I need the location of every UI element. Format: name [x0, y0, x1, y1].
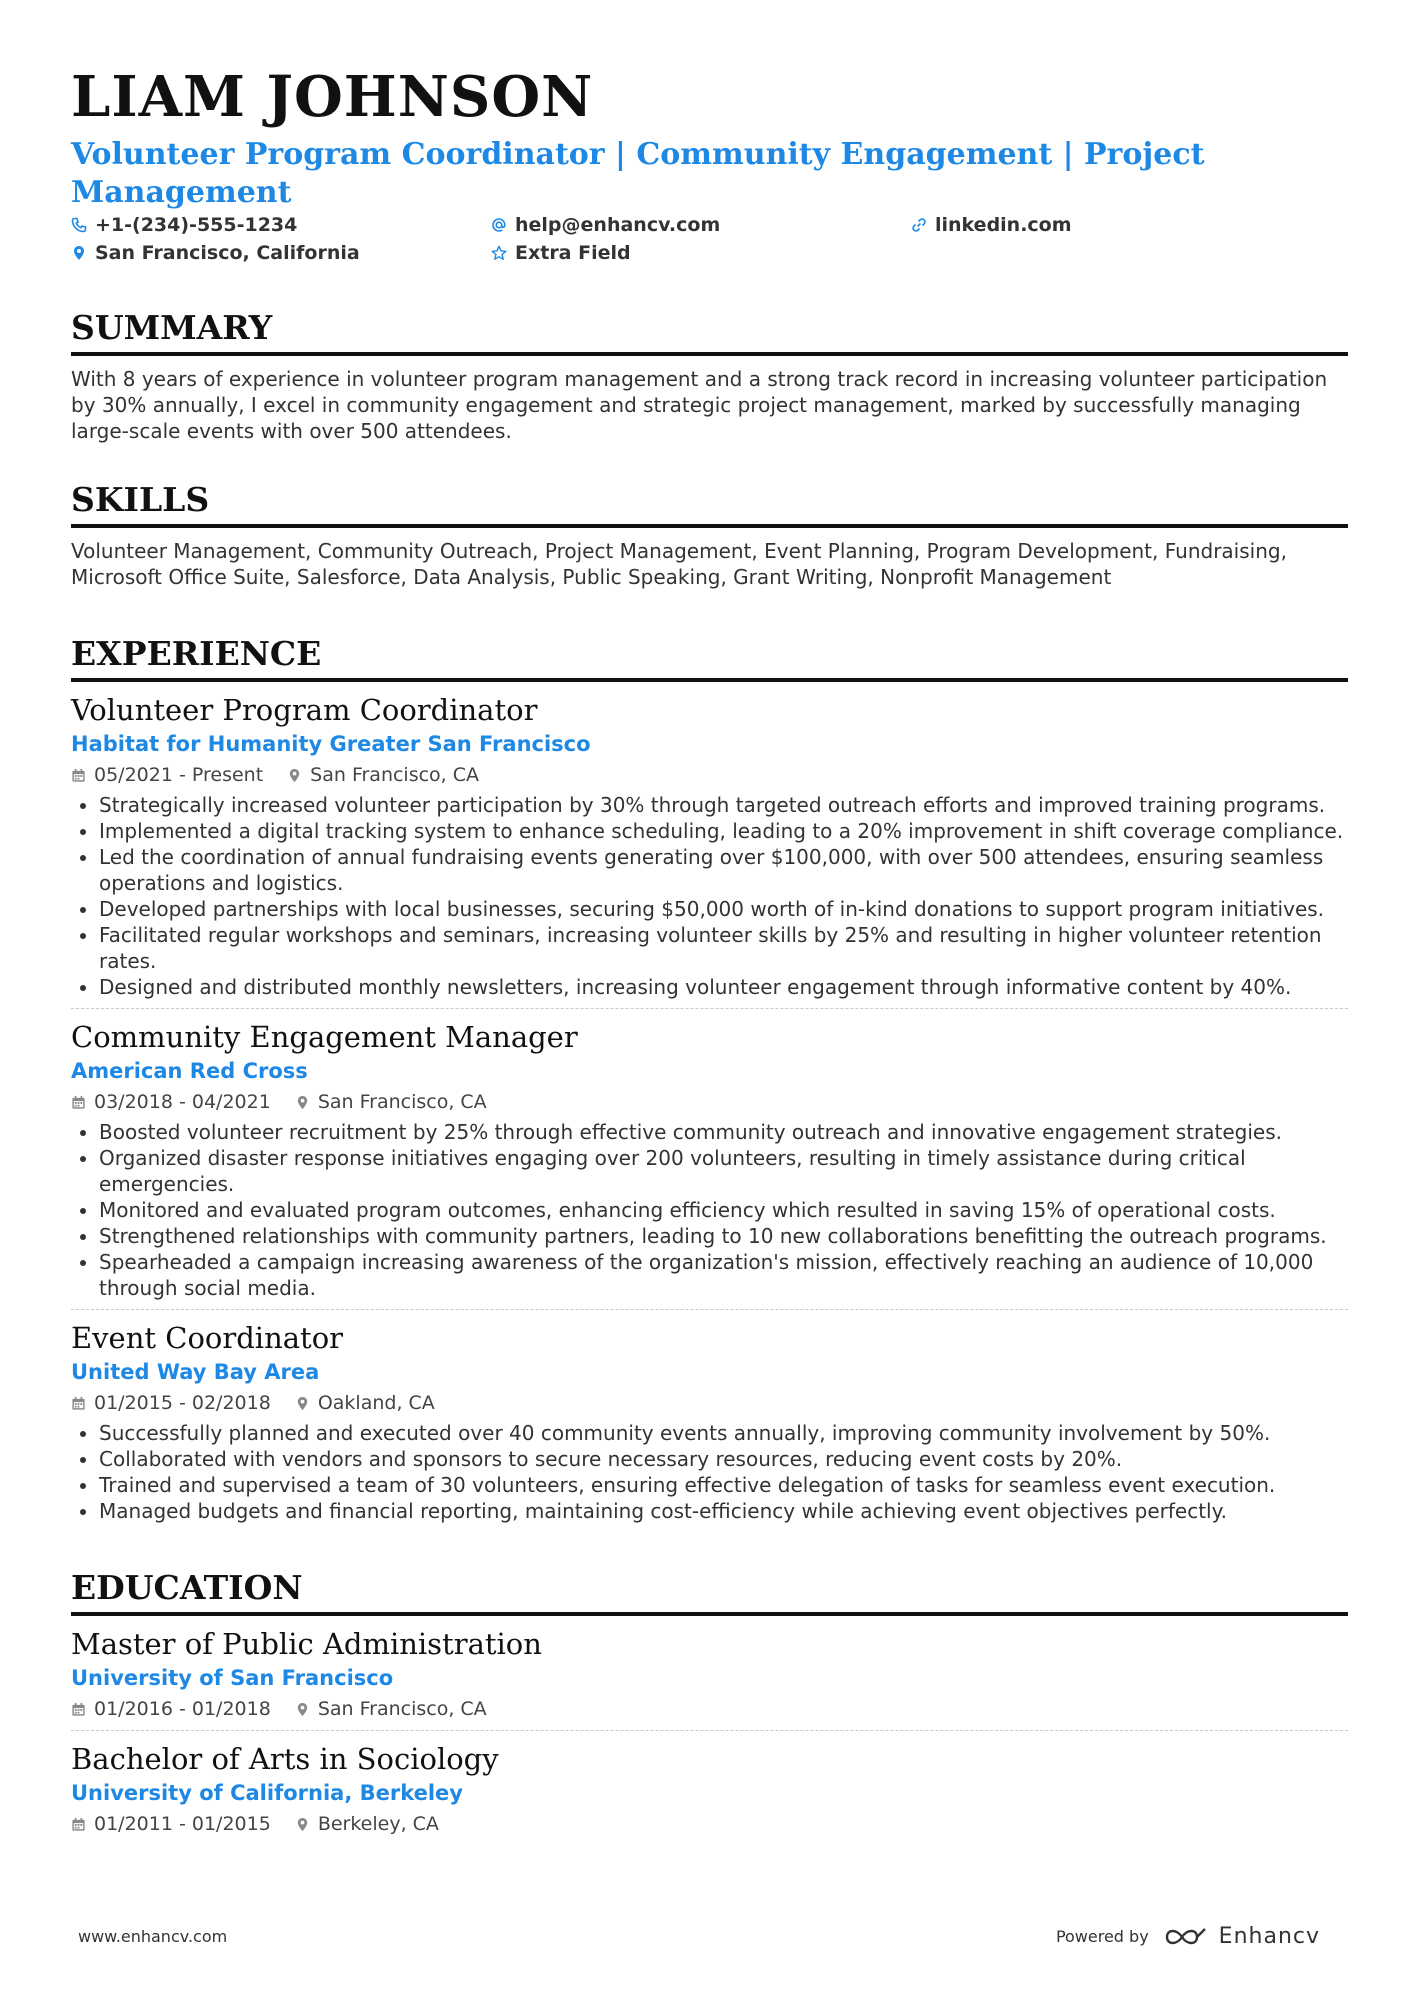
calendar-icon: [71, 1702, 86, 1717]
school-name: University of San Francisco: [71, 1666, 394, 1690]
contact-phone[interactable]: [71, 214, 491, 236]
job-bullets: [71, 1119, 1349, 1301]
bullet: • Led the coordination of annual fundraising events generating over $100,000, with over 500 attendees, ensuring seamless operations and logistics.: [99, 844, 1349, 896]
location-text: San Francisco, CA: [317, 1698, 487, 1720]
education-entry: [71, 1616, 1348, 1730]
bullet: • Boosted volunteer recruitment by 25% through effective community outreach and innovative engagement strategies.: [99, 1119, 1349, 1145]
location-text: San Francisco, CA: [317, 1091, 487, 1113]
job-dates: [71, 1390, 271, 1416]
experience-entry: [71, 1309, 1348, 1532]
powered-by[interactable]: [1056, 1924, 1320, 1949]
job-dates: [71, 762, 263, 788]
extra-field-text: Extra Field: [515, 242, 631, 264]
skills-section: [71, 480, 1348, 590]
calendar-icon: [71, 768, 86, 783]
degree-title: Master of Public Administration: [71, 1627, 542, 1661]
calendar-icon: [71, 1095, 86, 1110]
bullet: • Facilitated regular workshops and seminars, increasing volunteer skills by 25% and resulting in higher volunteer retention rates.: [99, 922, 1349, 974]
company-name: United Way Bay Area: [71, 1360, 320, 1384]
education-section: [71, 1568, 1348, 1845]
summary-section: [71, 308, 1348, 444]
job-location: [287, 762, 479, 788]
star-icon: [491, 245, 507, 261]
bullet: • Developed partnerships with local businesses, securing $50,000 worth of in-kind donations to support program initiatives.: [99, 896, 1349, 922]
job-dates: [71, 1089, 271, 1115]
dates-text: 05/2021 - Present: [94, 764, 264, 786]
education-meta: [71, 1811, 1348, 1837]
dates-text: 01/2015 - 02/2018: [94, 1392, 271, 1414]
calendar-icon: [71, 1396, 86, 1411]
job-location: [295, 1089, 487, 1115]
skills-title: SKILLS: [71, 480, 1348, 528]
job-meta: [71, 1390, 1348, 1416]
location-pin-icon: [287, 768, 302, 783]
location-text: Oakland, CA: [317, 1392, 435, 1414]
location-pin-icon: [295, 1817, 310, 1832]
experience-section: [71, 634, 1348, 1532]
job-location: [295, 1390, 435, 1416]
education-dates: [71, 1811, 271, 1837]
phone-text: +1-(234)-555-1234: [95, 214, 298, 236]
bullet: • Successfully planned and executed over 40 community events annually, improving community involvement by 50%.: [99, 1420, 1349, 1446]
contact-extra: [491, 242, 911, 264]
phone-icon: [71, 217, 87, 233]
education-meta: [71, 1696, 1348, 1722]
bullet: • Spearheaded a campaign increasing awareness of the organization's mission, effectively reaching an audience of 10,000 through social media.: [99, 1249, 1349, 1301]
candidate-name: LIAM JOHNSON: [71, 64, 594, 130]
at-icon: [491, 217, 507, 233]
bullet: • Organized disaster response initiatives engaging over 200 volunteers, resulting in timely assistance during critical emergencies.: [99, 1145, 1349, 1197]
bullet: • Strengthened relationships with community partners, leading to 10 new collaborations benefitting the outreach programs.: [99, 1223, 1349, 1249]
job-title: Community Engagement Manager: [71, 1020, 578, 1054]
email-text: help@enhancv.com: [515, 214, 721, 236]
enhancv-brand: [1163, 1924, 1320, 1949]
enhancv-logo-icon: [1163, 1925, 1209, 1949]
bullet: • Collaborated with vendors and sponsors to secure necessary resources, reducing event costs by 20%.: [99, 1446, 1349, 1472]
school-name: University of California, Berkeley: [71, 1781, 463, 1805]
location-pin-icon: [295, 1095, 310, 1110]
bullet: • Managed budgets and financial reporting, maintaining cost-efficiency while achieving event objectives perfectly.: [99, 1498, 1349, 1524]
education-title: EDUCATION: [71, 1568, 1348, 1616]
location-pin-icon: [295, 1702, 310, 1717]
bullet: • Designed and distributed monthly newsletters, increasing volunteer engagement through informative content by 40%.: [99, 974, 1349, 1000]
location-pin-icon: [71, 245, 87, 261]
contact-linkedin[interactable]: [911, 214, 1331, 236]
job-meta: [71, 1089, 1348, 1115]
job-title: Volunteer Program Coordinator: [71, 693, 538, 727]
location-text: San Francisco, CA: [310, 764, 480, 786]
headline: Volunteer Program Coordinator | Community Engagement | Project Management: [71, 137, 1205, 210]
location-text: San Francisco, California: [95, 242, 360, 264]
company-name: Habitat for Humanity Greater San Francisco: [71, 732, 591, 756]
bullet: • Implemented a digital tracking system to enhance scheduling, leading to a 20% improvement in shift coverage compliance.: [99, 818, 1349, 844]
bullet: • Strategically increased volunteer participation by 30% through targeted outreach efforts and improved training programs.: [99, 792, 1349, 818]
calendar-icon: [71, 1817, 86, 1832]
job-meta: [71, 762, 1348, 788]
summary-text: With 8 years of experience in volunteer program management and a strong track record in increasing volunteer participation by 30% annually, I excel in community engagement and strategic project management, marked by successfully managing large-scale events with over 500 attendees.: [71, 367, 1328, 443]
education-location: [295, 1696, 487, 1722]
degree-title: Bachelor of Arts in Sociology: [71, 1742, 499, 1776]
page-footer: [78, 1924, 1320, 1949]
bullet: • Trained and supervised a team of 30 volunteers, ensuring effective delegation of tasks for seamless event execution.: [99, 1472, 1349, 1498]
experience-entry: [71, 1008, 1348, 1309]
bullet: • Monitored and evaluated program outcomes, enhancing efficiency which resulted in saving 15% of operational costs.: [99, 1197, 1349, 1223]
job-title: Event Coordinator: [71, 1321, 344, 1355]
summary-title: SUMMARY: [71, 308, 1348, 356]
job-bullets: [71, 792, 1349, 1000]
company-name: American Red Cross: [71, 1059, 308, 1083]
dates-text: 01/2011 - 01/2015: [94, 1813, 271, 1835]
job-bullets: [71, 1420, 1349, 1524]
education-dates: [71, 1696, 271, 1722]
linkedin-text: linkedin.com: [935, 214, 1072, 236]
contact-location: [71, 242, 491, 264]
education-entry: [71, 1730, 1348, 1845]
skills-text: Volunteer Management, Community Outreach, Project Management, Event Planning, Program Development, Fundraising, Microsoft Office Suite, Salesforce, Data Analysis, Public Speaking, Grant Writing, Nonprofit Management: [71, 539, 1287, 589]
footer-website-link[interactable]: www.enhancv.com: [78, 1927, 228, 1946]
experience-title: EXPERIENCE: [71, 634, 1348, 682]
dates-text: 03/2018 - 04/2021: [94, 1091, 271, 1113]
contact-email[interactable]: [491, 214, 911, 236]
dates-text: 01/2016 - 01/2018: [94, 1698, 271, 1720]
powered-by-label: Powered by: [1055, 1927, 1149, 1946]
location-pin-icon: [295, 1396, 310, 1411]
link-icon: [911, 217, 927, 233]
education-location: [295, 1811, 439, 1837]
contact-info: [71, 214, 1348, 264]
brand-name: Enhancv: [1218, 1924, 1320, 1949]
experience-entry: [71, 682, 1348, 1008]
location-text: Berkeley, CA: [317, 1813, 439, 1835]
